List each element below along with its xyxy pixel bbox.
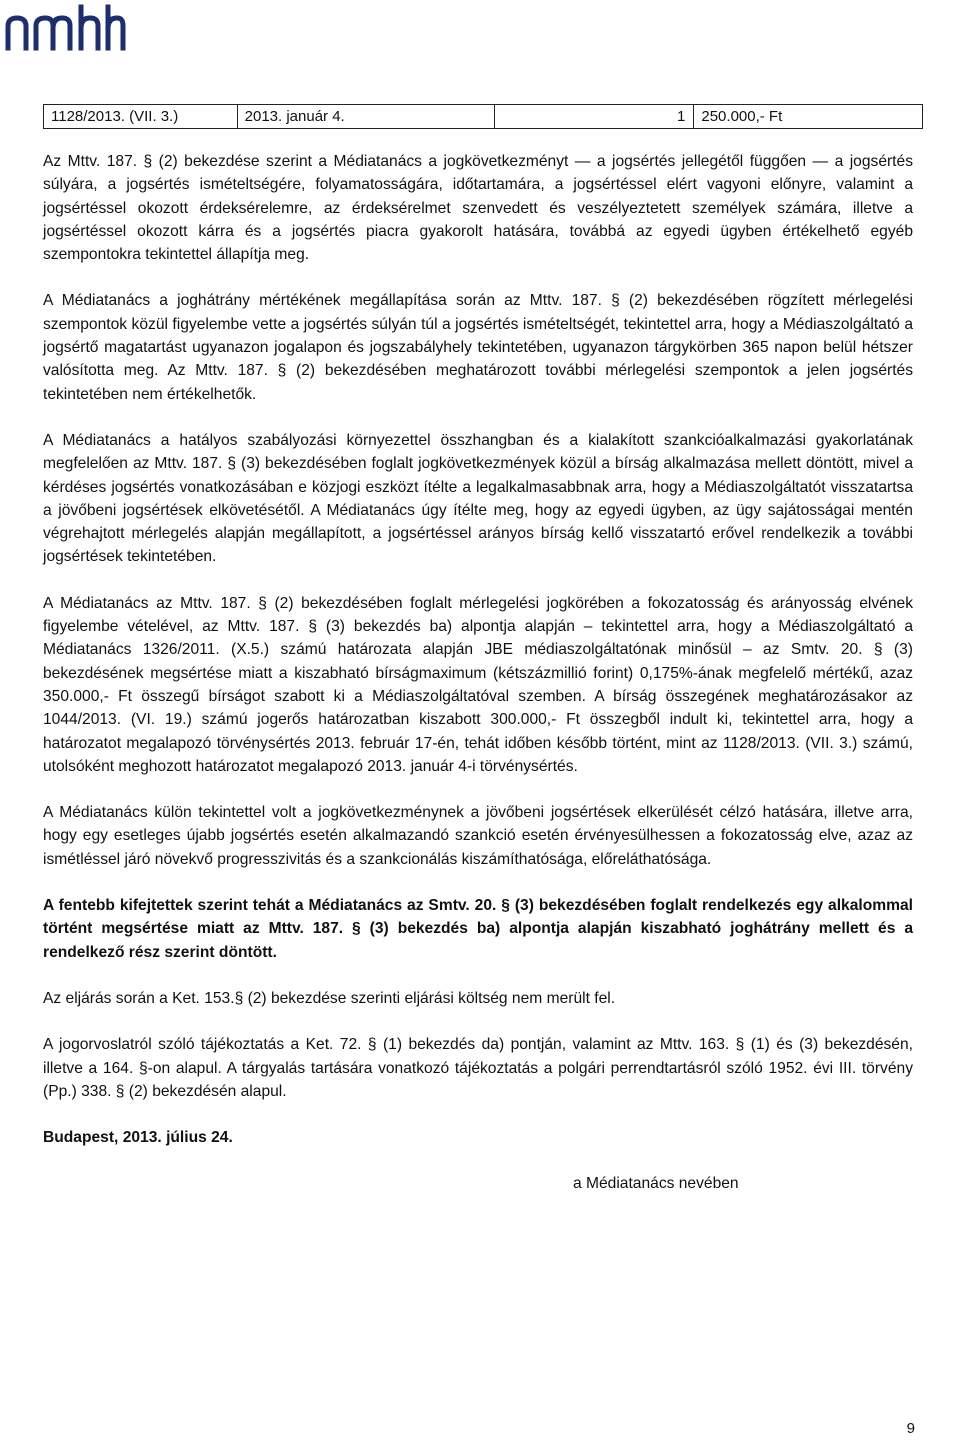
page-number: 9 <box>906 1420 915 1437</box>
decision-text <box>43 150 913 1219</box>
table-row <box>44 105 923 129</box>
fine-amount-cell: 250.000,- Ft <box>694 105 923 129</box>
violation-date-cell: 2013. január 4. <box>237 105 494 129</box>
signature-line: a Médiatanács nevében <box>573 1175 739 1193</box>
decision-number-cell: 1128/2013. (VII. 3.) <box>44 105 238 129</box>
nmhh-logo <box>2 2 126 52</box>
nmhh-logo-graphic <box>2 2 126 52</box>
remedy-paragraph: A jogorvoslatról szóló tájékoztatás a Ket. 72. § (1) bekezdés da) pontján, valamint az Mttv. 163. § (1) és (3) bekezdésén, illetve a 164. §-on alapul. A tárgyalás tartására vonatkozó tájékoztatás a polgári perrendtartásról szóló 1952. évi III. törvény (Pp.) 338. § (2) bekezdésén alapul. <box>43 1036 913 1100</box>
decision-summary-table <box>43 104 923 129</box>
paragraph: A Médiatanács az Mttv. 187. § (2) bekezdésében foglalt mérlegelési jogkörében a fokozatosság és arányosság elvének figyelembe vételével, az Mttv. 187. § (3) bekezdés ba) alpontja alapján – tekintettel arra, hogy a Médiaszolgáltató a Médiatanács 1326/2011. (X.5.) számú határozata alapján JBE médiaszolgáltatónak minősül – az Smtv. 20. § (3) bekezdésének megsértése miatt a kiszabható bírságmaximum (kétszázmillió forint) 0,175%-ának megfelelő mértékű, azaz 350.000,- Ft összegű bírságot szabott ki a Médiaszolgáltatóval szemben. A bírság összegének meghatározásakor az 1044/2013. (VI. 19.) számú jogerős határozatban kiszabott 300.000,- Ft összegből indult ki, tekintettel arra, hogy a határozatot megalapozó törvénysértés 2013. február 17-én, tehát időben később történt, mint az 1128/2013. (VII. 3.) számú, utolsóként meghozott határozatot megalapozó 2013. január 4-i törvénysértés. <box>43 594 913 775</box>
place-date: Budapest, 2013. július 24. <box>43 1129 233 1147</box>
count-cell: 1 <box>495 105 694 129</box>
bold-conclusion: A fentebb kifejtettek szerint tehát a Médiatanács az Smtv. 20. § (3) bekezdésében foglalt rendelkezés egy alkalommal történt megsértése miatt az Mttv. 187. § (3) bekezdés ba) alpontja alapján kiszabható joghátrány mellett és a rendelkező rész szerint döntött. <box>43 897 913 961</box>
paragraph: A Médiatanács a hatályos szabályozási környezettel összhangban és a kialakított szankcióalkalmazási gyakorlatának megfelelően az Mttv. 187. § (3) bekezdésében foglalt jogkövetkezmények közül a bírság alkalmazása mellett döntött, mivel a kérdéses jogsértés vonatkozásában e közjogi eszközt ítélte a legalkalmasabbnak arra, hogy a Médiaszolgáltatót visszatartsa a jövőbeni jogsértések elkövetésétől. A Médiatanács úgy ítélte meg, hogy az egyedi ügyben, az ügy sajátosságai mentén végrehajtott mérlegelés alapján megállapított, a jogsértéssel arányos bírság kellő visszatartó erővel rendelkezik a további jogsértések tekintetében. <box>43 431 913 566</box>
paragraph: A Médiatanács a joghátrány mértékének megállapítása során az Mttv. 187. § (2) bekezdésében rögzített mérlegelési szempontok közül figyelembe vette a jogsértés súlyán túl a jogsértés ismételtségét, tekintettel arra, hogy a Médiaszolgáltató a jogsértő magatartást ugyanazon jogalapon és jogszabályhely tekintetében, ugyanazon tárgykörben 365 napon belül hétszer valósította meg. Az Mttv. 187. § (2) bekezdésében meghatározott további mérlegelési szempontok a jelen jogsértés tekintetében nem értékelhetők. <box>43 292 913 403</box>
costs-paragraph: Az eljárás során a Ket. 153.§ (2) bekezdése szerinti eljárási költség nem merült fel. <box>43 989 616 1007</box>
paragraph: Az Mttv. 187. § (2) bekezdése szerint a Médiatanács a jogkövetkezményt — a jogsértés jellegétől függően — a jogsértés súlyára, a jogsértés ismételtségére, folyamatosságára, időtartamára, a jogsértéssel elért vagyoni előnyre, valamint a jogsértéssel okozott érdeksérelemre, az érdeksérelmet szenvedett és veszélyeztetett személyek számára, illetve a jogsértéssel okozott kárra és a jogsértés piacra gyakorolt hatására, továbbá az egyedi ügyben értékelhető egyéb szempontokra tekintettel állapítja meg. <box>43 153 913 264</box>
paragraph: A Médiatanács külön tekintettel volt a jogkövetkezménynek a jövőbeni jogsértések elkerülését célzó hatására, illetve arra, hogy egy esetleges újabb jogsértés esetén alkalmazandó szankció esetén érvényesülhessen a fokozatosság elve, azaz az ismétléssel járó növekvő progresszivitás és a szankcionálás kiszámíthatósága, előreláthatósága. <box>43 804 913 868</box>
